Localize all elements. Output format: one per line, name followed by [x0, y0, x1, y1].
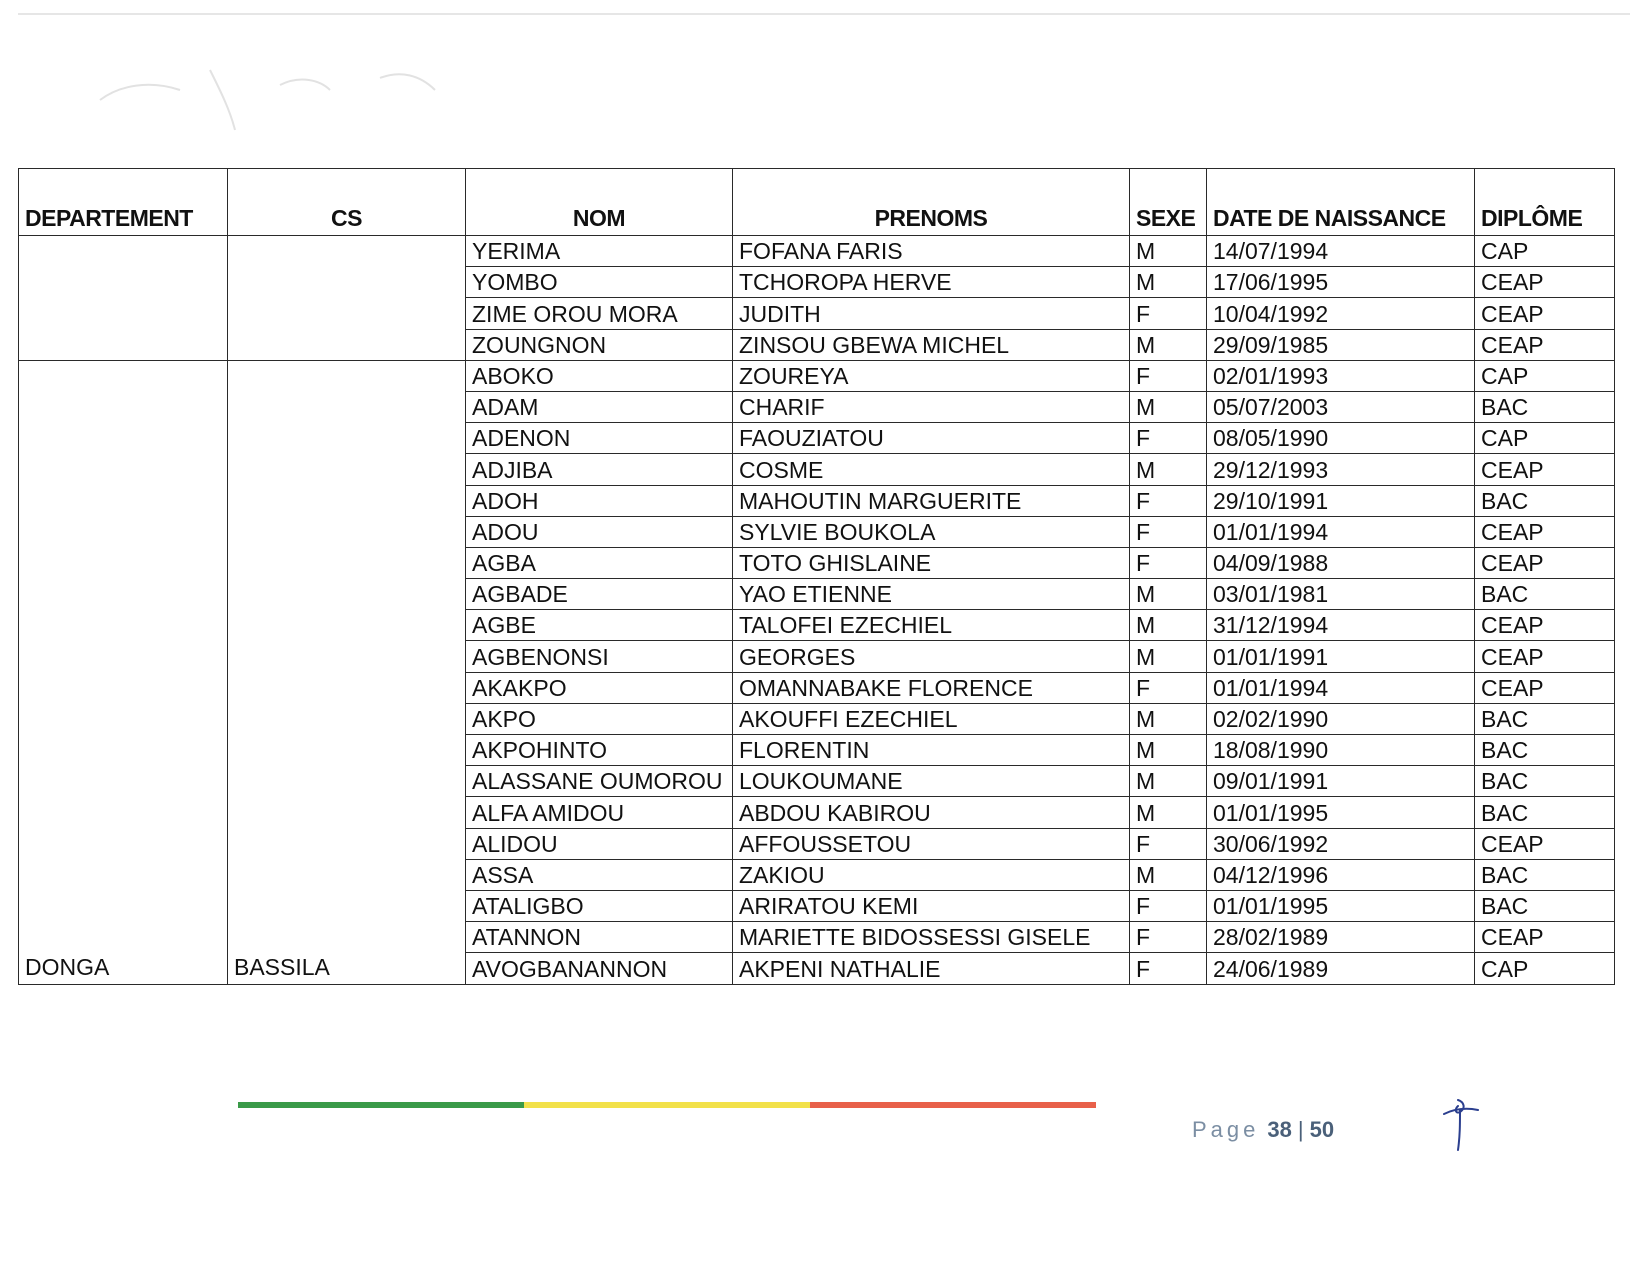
nom-cell: ATANNON: [466, 922, 733, 953]
date-cell: 31/12/1994: [1207, 610, 1475, 641]
date-cell: 29/10/1991: [1207, 485, 1475, 516]
nom-cell: YERIMA: [466, 236, 733, 267]
departement-cell: DONGA: [19, 360, 228, 984]
diplome-cell: CEAP: [1475, 610, 1615, 641]
header-departement: DEPARTEMENT: [19, 169, 228, 236]
sexe-cell: F: [1130, 672, 1207, 703]
prenoms-cell: MAHOUTIN MARGUERITE: [733, 485, 1130, 516]
prenoms-cell: AKOUFFI EZECHIEL: [733, 703, 1130, 734]
nom-cell: ABOKO: [466, 360, 733, 391]
prenoms-cell: ABDOU KABIROU: [733, 797, 1130, 828]
header-diplome: DIPLÔME: [1475, 169, 1615, 236]
diplome-cell: CAP: [1475, 953, 1615, 984]
diplome-cell: CEAP: [1475, 267, 1615, 298]
sexe-cell: F: [1130, 828, 1207, 859]
table-header-row: [19, 169, 1615, 236]
diplome-cell: CEAP: [1475, 298, 1615, 329]
date-cell: 09/01/1991: [1207, 766, 1475, 797]
date-cell: 02/02/1990: [1207, 703, 1475, 734]
sexe-cell: M: [1130, 859, 1207, 890]
sexe-cell: F: [1130, 922, 1207, 953]
nom-cell: ATALIGBO: [466, 890, 733, 921]
sexe-cell: M: [1130, 703, 1207, 734]
prenoms-cell: LOUKOUMANE: [733, 766, 1130, 797]
date-cell: 01/01/1995: [1207, 890, 1475, 921]
sexe-cell: F: [1130, 423, 1207, 454]
diplome-cell: BAC: [1475, 735, 1615, 766]
nom-cell: YOMBO: [466, 267, 733, 298]
prenoms-cell: FAOUZIATOU: [733, 423, 1130, 454]
sexe-cell: M: [1130, 236, 1207, 267]
diplome-cell: CAP: [1475, 360, 1615, 391]
nom-cell: AKPO: [466, 703, 733, 734]
nom-cell: ADAM: [466, 391, 733, 422]
diplome-cell: CEAP: [1475, 641, 1615, 672]
nom-cell: AGBADE: [466, 579, 733, 610]
prenoms-cell: SYLVIE BOUKOLA: [733, 516, 1130, 547]
prenoms-cell: FLORENTIN: [733, 735, 1130, 766]
prenoms-cell: AKPENI NATHALIE: [733, 953, 1130, 984]
prenoms-cell: YAO ETIENNE: [733, 579, 1130, 610]
prenoms-cell: ZAKIOU: [733, 859, 1130, 890]
date-cell: 14/07/1994: [1207, 236, 1475, 267]
sexe-cell: M: [1130, 735, 1207, 766]
sexe-cell: F: [1130, 890, 1207, 921]
cs-cell: BASSILA: [228, 360, 466, 984]
prenoms-cell: OMANNABAKE FLORENCE: [733, 672, 1130, 703]
flag-yellow-segment: [524, 1102, 810, 1108]
diplome-cell: CEAP: [1475, 547, 1615, 578]
date-cell: 01/01/1991: [1207, 641, 1475, 672]
date-cell: 02/01/1993: [1207, 360, 1475, 391]
header-nom: NOM: [466, 169, 733, 236]
flag-red-segment: [810, 1102, 1096, 1108]
diplome-cell: BAC: [1475, 579, 1615, 610]
sexe-cell: F: [1130, 298, 1207, 329]
diplome-cell: CEAP: [1475, 454, 1615, 485]
diplome-cell: CEAP: [1475, 672, 1615, 703]
date-cell: 10/04/1992: [1207, 298, 1475, 329]
date-cell: 17/06/1995: [1207, 267, 1475, 298]
sexe-cell: F: [1130, 547, 1207, 578]
diplome-cell: CEAP: [1475, 329, 1615, 360]
date-cell: 24/06/1989: [1207, 953, 1475, 984]
diplome-cell: CAP: [1475, 236, 1615, 267]
header-cs: CS: [228, 169, 466, 236]
prenoms-cell: ZOUREYA: [733, 360, 1130, 391]
sexe-cell: F: [1130, 516, 1207, 547]
prenoms-cell: COSME: [733, 454, 1130, 485]
sexe-cell: M: [1130, 766, 1207, 797]
sexe-cell: F: [1130, 953, 1207, 984]
nom-cell: ZOUNGNON: [466, 329, 733, 360]
prenoms-cell: AFFOUSSETOU: [733, 828, 1130, 859]
date-cell: 01/01/1995: [1207, 797, 1475, 828]
nom-cell: ALASSANE OUMOROU: [466, 766, 733, 797]
page-number: [1192, 1117, 1334, 1143]
prenoms-cell: TOTO GHISLAINE: [733, 547, 1130, 578]
prenoms-cell: CHARIF: [733, 391, 1130, 422]
nom-cell: ADJIBA: [466, 454, 733, 485]
diplome-cell: BAC: [1475, 766, 1615, 797]
prenoms-cell: ZINSOU GBEWA MICHEL: [733, 329, 1130, 360]
sexe-cell: M: [1130, 797, 1207, 828]
nom-cell: AKPOHINTO: [466, 735, 733, 766]
sexe-cell: M: [1130, 329, 1207, 360]
sexe-cell: M: [1130, 267, 1207, 298]
sexe-cell: M: [1130, 579, 1207, 610]
page-total: 50: [1309, 1117, 1335, 1142]
date-cell: 29/12/1993: [1207, 454, 1475, 485]
page-current: 38: [1267, 1117, 1292, 1142]
table-row: [19, 236, 1615, 267]
diplome-cell: CAP: [1475, 423, 1615, 454]
date-cell: 01/01/1994: [1207, 672, 1475, 703]
nom-cell: ADENON: [466, 423, 733, 454]
diplome-cell: CEAP: [1475, 828, 1615, 859]
nom-cell: AVOGBANANNON: [466, 953, 733, 984]
diplome-cell: BAC: [1475, 391, 1615, 422]
diplome-cell: BAC: [1475, 859, 1615, 890]
sexe-cell: M: [1130, 391, 1207, 422]
prenoms-cell: FOFANA FARIS: [733, 236, 1130, 267]
date-cell: 08/05/1990: [1207, 423, 1475, 454]
departement-cell: [19, 236, 228, 361]
nom-cell: ALIDOU: [466, 828, 733, 859]
nom-cell: ALFA AMIDOU: [466, 797, 733, 828]
header-sexe: SEXE: [1130, 169, 1207, 236]
diplome-cell: CEAP: [1475, 922, 1615, 953]
nom-cell: ASSA: [466, 859, 733, 890]
diplome-cell: BAC: [1475, 890, 1615, 921]
date-cell: 04/12/1996: [1207, 859, 1475, 890]
nom-cell: ADOU: [466, 516, 733, 547]
cs-cell: [228, 236, 466, 361]
header-date-naissance: DATE DE NAISSANCE: [1207, 169, 1475, 236]
date-cell: 05/07/2003: [1207, 391, 1475, 422]
sexe-cell: M: [1130, 454, 1207, 485]
prenoms-cell: JUDITH: [733, 298, 1130, 329]
date-cell: 29/09/1985: [1207, 329, 1475, 360]
prenoms-cell: GEORGES: [733, 641, 1130, 672]
date-cell: 04/09/1988: [1207, 547, 1475, 578]
top-rule: [18, 13, 1630, 15]
table-row: [19, 360, 1615, 391]
sexe-cell: M: [1130, 641, 1207, 672]
faint-handwriting-mark: [60, 30, 480, 140]
date-cell: 03/01/1981: [1207, 579, 1475, 610]
nom-cell: ADOH: [466, 485, 733, 516]
date-cell: 18/08/1990: [1207, 735, 1475, 766]
date-cell: 30/06/1992: [1207, 828, 1475, 859]
prenoms-cell: MARIETTE BIDOSSESSI GISELE: [733, 922, 1130, 953]
personnel-table: [18, 168, 1615, 985]
tricolor-footer-line: [238, 1102, 1096, 1108]
nom-cell: AGBENONSI: [466, 641, 733, 672]
diplome-cell: BAC: [1475, 485, 1615, 516]
flag-green-segment: [238, 1102, 524, 1108]
prenoms-cell: TALOFEI EZECHIEL: [733, 610, 1130, 641]
sexe-cell: F: [1130, 360, 1207, 391]
prenoms-cell: ARIRATOU KEMI: [733, 890, 1130, 921]
date-cell: 28/02/1989: [1207, 922, 1475, 953]
diplome-cell: BAC: [1475, 703, 1615, 734]
header-prenoms: PRENOMS: [733, 169, 1130, 236]
page-separator: |: [1297, 1117, 1304, 1142]
prenoms-cell: TCHOROPA HERVE: [733, 267, 1130, 298]
nom-cell: AGBE: [466, 610, 733, 641]
diplome-cell: CEAP: [1475, 516, 1615, 547]
handwritten-initial-mark: [1428, 1094, 1488, 1154]
sexe-cell: M: [1130, 610, 1207, 641]
date-cell: 01/01/1994: [1207, 516, 1475, 547]
sexe-cell: F: [1130, 485, 1207, 516]
diplome-cell: BAC: [1475, 797, 1615, 828]
nom-cell: AGBA: [466, 547, 733, 578]
page-word: Page: [1192, 1117, 1260, 1142]
nom-cell: ZIME OROU MORA: [466, 298, 733, 329]
nom-cell: AKAKPO: [466, 672, 733, 703]
